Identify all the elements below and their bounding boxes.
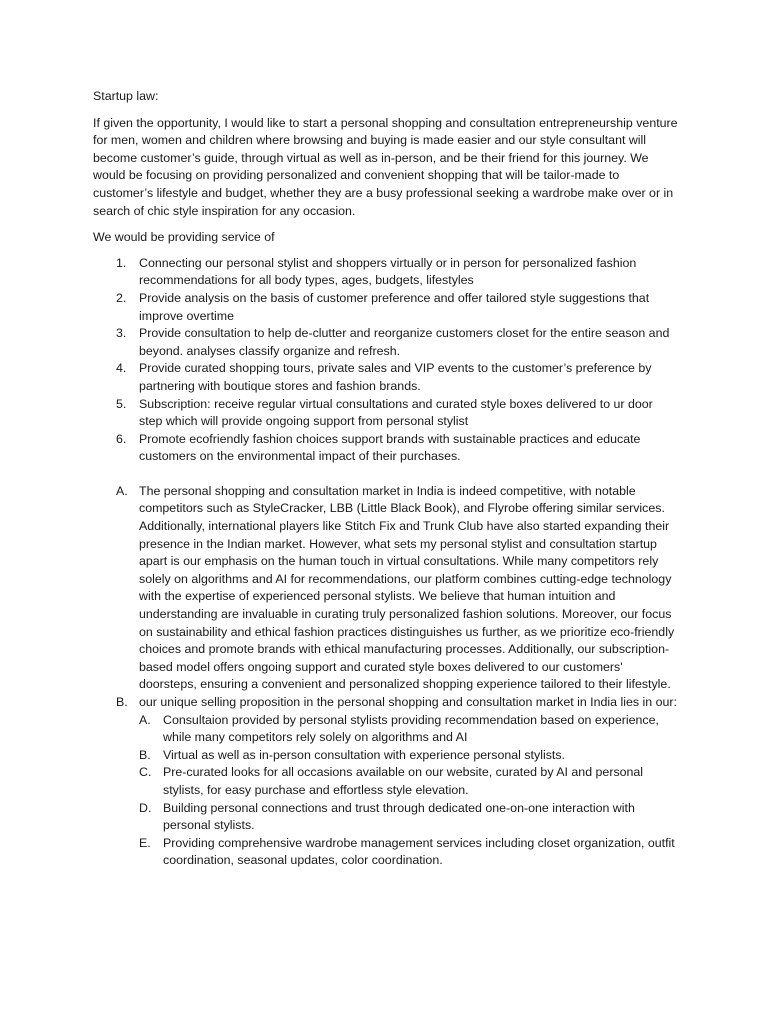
list-marker: 2. [116, 290, 127, 305]
list-item-text: Provide curated shopping tours, private sales and VIP events to the customer’s preference by partnering with boutique stores and fashion brands. [139, 361, 652, 393]
list-item [93, 431, 678, 466]
intro-paragraph: If given the opportunity, I would like to start a personal shopping and consultation entrepreneurship venture for men, women and children where browsing and buying is made easier and our style consultant will become customer’s guide, through virtual as well as in-person, and be their friend for this journey. We would be focusing on providing personalized and convenient shopping that will be tailor-made to customer’s lifestyle and budget, whether they are a busy professional seeking a wardrobe make over or in search of chic style inspiration for any occasion. [93, 115, 678, 218]
list-marker: 6. [116, 431, 127, 446]
list-item [93, 290, 678, 325]
list-item [139, 712, 678, 747]
list-marker: C. [139, 765, 152, 780]
document-heading: Startup law: [93, 89, 159, 103]
list-item [139, 747, 678, 765]
list-item-text: Pre-curated looks for all occasions available on our website, curated by AI and personal stylists, for easy purchase and effortless style elevation. [163, 765, 644, 797]
list-marker: B. [139, 747, 151, 762]
list-marker: A. [139, 712, 151, 727]
section-b [93, 694, 678, 870]
list-marker: B. [116, 695, 128, 709]
document-page [93, 88, 678, 870]
list-item-text: Providing comprehensive wardrobe management services including closet organization, outfit coordination, seasonal updates, color coordination. [163, 835, 675, 868]
list-item-text: Connecting our personal stylist and shoppers virtually or in person for personalized fashion recommendations for all body types, ages, budgets, lifestyles [139, 255, 637, 288]
section-a [93, 483, 678, 694]
usp-list [139, 712, 678, 870]
list-item-text: Provide consultation to help de-clutter and reorganize customers closet for the entire season and beyond. analyses classify organize and refresh. [139, 326, 670, 358]
services-list [93, 255, 678, 466]
list-item-text: Provide analysis on the basis of customer preference and offer tailored style suggestions that improve overtime [139, 290, 650, 323]
list-item-text: Consultaion provided by personal stylists providing recommendation based on experience, while many competitors rely solely on algorithms and AI [163, 712, 659, 745]
section-b-text: our unique selling proposition in the personal shopping and consultation market in India lies in our: [139, 695, 677, 709]
list-marker: 3. [116, 326, 127, 341]
list-item [139, 764, 678, 799]
list-marker: 1. [116, 255, 127, 270]
list-marker: D. [139, 800, 152, 815]
services-lead: We would be providing service of [93, 230, 275, 245]
list-item [139, 800, 678, 835]
list-marker: 5. [116, 396, 127, 411]
list-item [93, 360, 678, 395]
analysis-list [93, 483, 678, 870]
list-item-text: Subscription: receive regular virtual consultations and curated style boxes delivered to ur door step which will provide ongoing support from personal stylist [139, 396, 653, 429]
list-item [93, 255, 678, 290]
list-marker: E. [139, 835, 151, 850]
list-item [139, 835, 678, 870]
list-item-text: Building personal connections and trust through dedicated one-on-one interaction with personal stylists. [163, 800, 635, 833]
list-item [93, 396, 678, 431]
list-item-text: Promote ecofriendly fashion choices support brands with sustainable practices and educate customers on the environmental impact of their purchases. [139, 431, 641, 464]
section-a-text: The personal shopping and consultation market in India is indeed competitive, with notable competitors such as StyleCracker, LBB (Little Black Book), and Flyrobe offering similar services. Additionally, international players like Stitch Fix and Trunk Club have also started expanding their presence in the Indian market. However, what sets my personal stylist and consultation startup apart is our emphasis on the human touch in virtual consultations. While many competitors rely solely on algorithms and AI for recommendations, our platform combines cutting-edge technology with the expertise of experienced personal stylists. We believe that human intuition and understanding are invaluable in curating truly personalized fashion solutions. Moreover, our focus on sustainability and ethical fashion practices distinguishes us further, as we prioritize eco-friendly choices and promote brands with ethical manufacturing processes. Additionally, our subscription-based model offers ongoing support and curated style boxes delivered to our customers' doorsteps, ensuring a convenient and personalized shopping experience tailored to their lifestyle. [139, 483, 675, 692]
list-marker: 4. [116, 361, 127, 376]
list-marker: A. [116, 483, 128, 498]
list-item-text: Virtual as well as in-person consultation with experience personal stylists. [163, 747, 565, 762]
list-item [93, 325, 678, 360]
